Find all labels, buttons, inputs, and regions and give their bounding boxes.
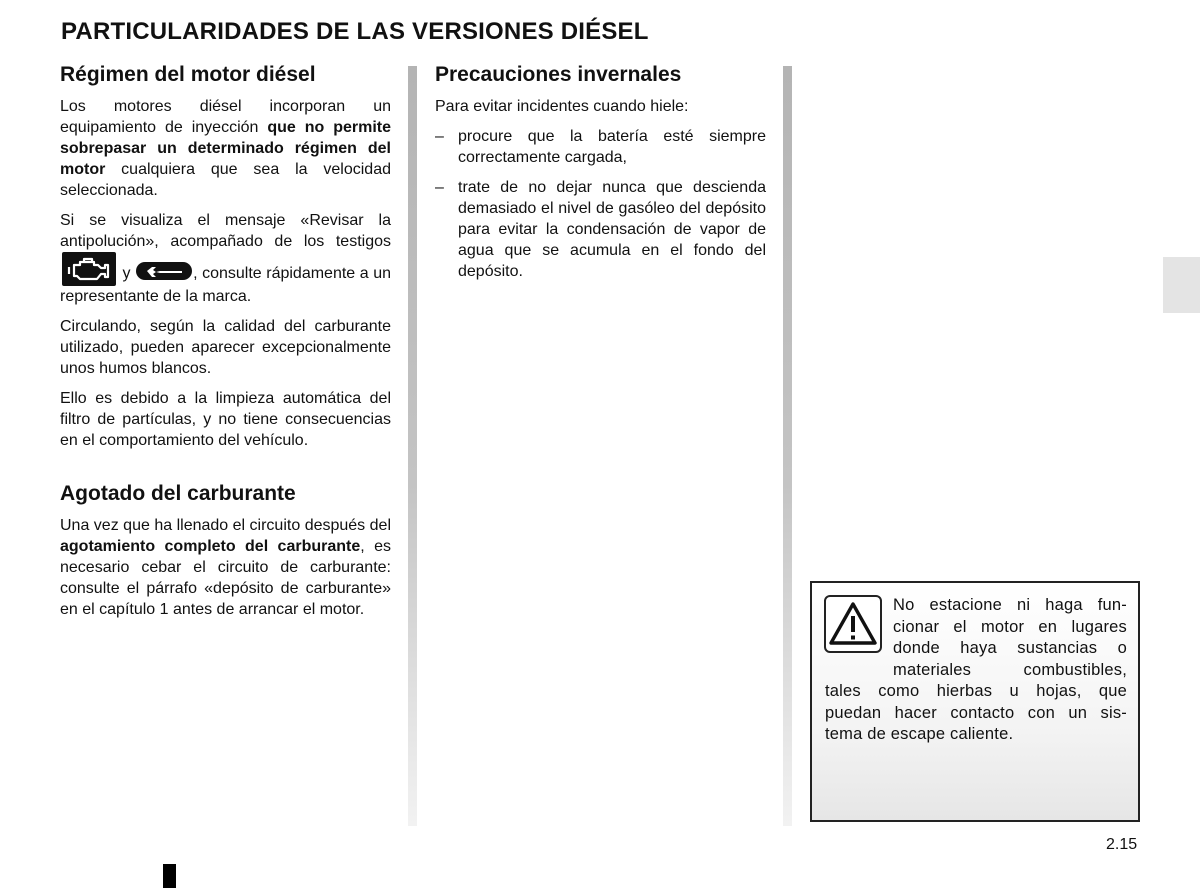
text: y xyxy=(118,265,136,282)
bold-text: agotamiento completo del carburante xyxy=(60,538,361,555)
crop-mark xyxy=(163,864,176,888)
warning-line: cionar el motor en lugares xyxy=(893,617,1127,636)
bold-text: que no permite sobrepasar un determinado régimen del motor xyxy=(60,119,392,178)
dash: – xyxy=(435,128,444,145)
dash: – xyxy=(435,179,444,196)
text: , consulte rápidamente a un representante de la marca. xyxy=(60,265,391,305)
text: Los motores diésel incorporan un equipamiento de inyección xyxy=(60,98,391,136)
paragraph xyxy=(60,210,391,307)
text: Si se visualiza el mensaje «Revisar la antipolución», acompañado de los testigos xyxy=(60,212,391,250)
warning-line: materiales combustibles, xyxy=(893,660,1127,679)
engine-warning-icon xyxy=(62,252,116,286)
precautions-list xyxy=(435,126,766,282)
page-title: PARTICULARIDADES DE LAS VERSIONES DIÉSEL xyxy=(61,18,649,45)
warning-line: No estacione ni haga fun- xyxy=(893,596,1127,614)
chapter-tab xyxy=(1163,257,1200,313)
left-column xyxy=(60,62,391,629)
warning-line: puedan hacer contacto con un sis- xyxy=(825,703,1127,722)
text: trate de no dejar nunca que descienda demasiado el nivel de gasóleo del depósito para evitar la condensación de vapor de agua que se acumula en el fondo del depósito. xyxy=(458,179,766,280)
column-divider xyxy=(783,66,792,826)
middle-column xyxy=(435,62,766,291)
warning-line: tales como hierbas u hojas, que xyxy=(825,682,1127,700)
page-number: 2.15 xyxy=(1106,836,1138,853)
wrench-icon xyxy=(136,262,192,286)
paragraph xyxy=(60,96,391,201)
list-item xyxy=(435,126,766,168)
section-heading-winter: Precauciones invernales xyxy=(435,63,682,86)
warning-line: donde haya sustancias o xyxy=(893,639,1127,657)
section-heading-engine-speed: Régimen del motor diésel xyxy=(60,63,316,86)
section-heading-fuel-exhausted: Agotado del carburante xyxy=(60,482,296,505)
warning-text xyxy=(825,595,1127,746)
text: cualquiera que sea la velocidad seleccionada. xyxy=(60,161,391,199)
text: , es necesario cebar el circuito de carburante: consulte el párrafo «depósito de carburante» en el capítulo 1 antes de arrancar el motor. xyxy=(60,538,391,618)
paragraph xyxy=(60,515,391,620)
text: procure que la batería esté siempre correctamente cargada, xyxy=(458,128,766,166)
warning-line: tema de escape caliente. xyxy=(825,725,1014,743)
list-item xyxy=(435,177,766,282)
column-divider xyxy=(408,66,417,826)
paragraph: Para evitar incidentes cuando hiele: xyxy=(435,98,689,115)
paragraph: Ello es debido a la limpieza automática del filtro de partículas, y no tiene consecuencias en el comportamiento del vehículo. xyxy=(60,390,391,449)
text: Una vez que ha llenado el circuito después del xyxy=(60,517,391,534)
warning-box xyxy=(810,581,1140,822)
paragraph: Circulando, según la calidad del carburante utilizado, pueden aparecer excepcionalmente unos humos blancos. xyxy=(60,318,391,377)
